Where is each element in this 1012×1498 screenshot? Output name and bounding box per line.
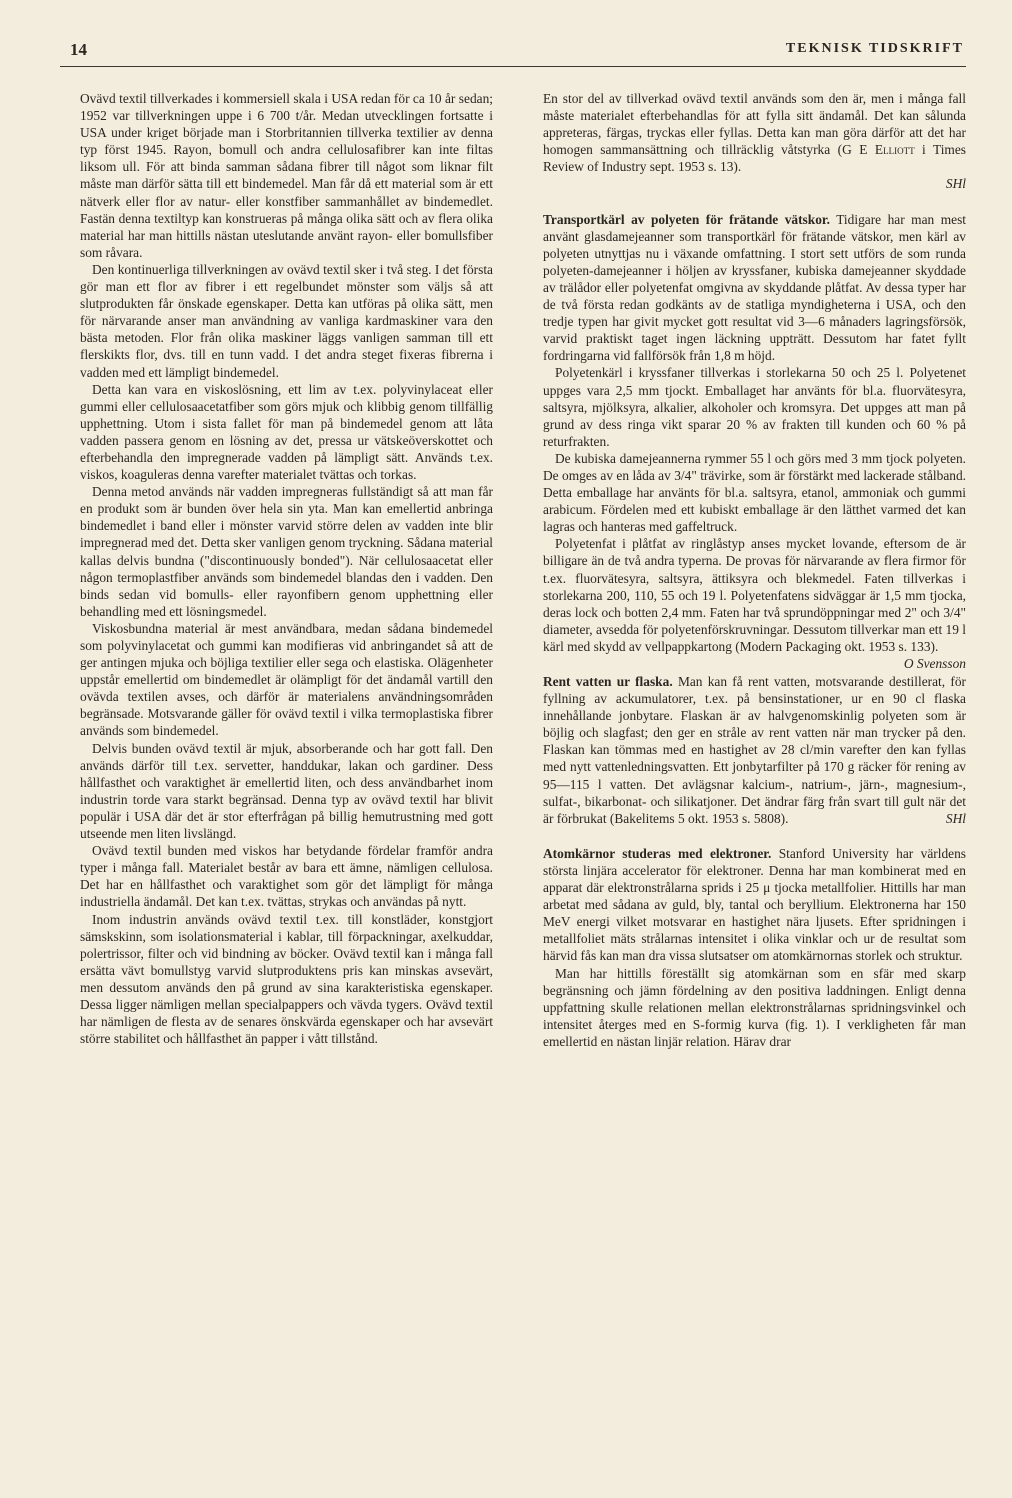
paragraph-text: i Times Review of Industry sept. 1953 s. 13). xyxy=(543,142,966,175)
article-transportkarl xyxy=(543,211,967,671)
article-atomkarnor xyxy=(543,845,966,1050)
paragraph: Denna metod används när vadden impregneras fullständigt så att man får en produkt som är bunden över hela sin yta. Man kan emellertid anbringa bindemedlet i band eller i mönster varvid större delen av vadden inte blir impregnerad med det. Detta sker vanligen genom tryckning. Sådana material kallas delvis bundna ("discontinuously bonded"). När cellulosaacetat eller någon termoplastfiber används som bindemedel blandas den i vadden. Den binds sedan vid bomulls- eller rayonfibern genom upphettning eller behandling med ett lösningsmedel. xyxy=(80,484,493,619)
paragraph xyxy=(543,535,967,671)
article-signature: O Svensson xyxy=(903,656,966,671)
paragraph: Man har hittills föreställt sig atomkärnan som en sfär med skarp begränsning och jämn fördelning av den positiva laddningen. Enligt denna uppfattning skulle relationen mellan elektronstrålarnas spridningsvinkel och intensitet återges med en S-formig kurva (fig. 1). I verkligheten får man emellertid en nästan linjär relation. Härav drar xyxy=(543,965,966,1049)
paragraph-text: Man kan få rent vatten, motsvarande destillerat, för fyllning av ackumulatorer, t.ex. på bensinstationer, ur en 90 cl flaska innehållande jonbytare. Flaskan är av halvgenomskinlig polyeten som är böjlig och slagfast; den ger en stråle av rent vatten när man trycker på den. Flaskan kan tömmas med en hastighet av 28 cl/min varefter den kan fyllas med nytt vattenledningsvatten. Ett jonbytarfilter på 170 g räcker för rening av 95—115 l vatten. Det avlägsnar kalcium-, natrium-, järn-, magnesium-, sulfat-, bikarbonat- och silikatjoner. Det ändrar färg från svart till gult när det är förbrukat (Bakelitems 5 okt. 1953 s. 5808). xyxy=(543,674,966,826)
right-column xyxy=(543,90,966,1068)
article-title: Atomkärnor studeras med elektroner. xyxy=(543,845,772,861)
cited-author: Elliott xyxy=(874,142,915,158)
paragraph-text: Stanford University har världens största linjära accelerator för elektroner. Denna har man kombinerat med en apparat där elektronstrålarna sprids i 25 μ tjocka metallfolier. Hittills har man arbetat med sådana av guld, bly, tantal och beryllium. Elektronerna har 150 MeV energi vilket motsvarar en hastighet nära ljusets. Efter spridningen i metallfoliet mäts strålarnas intensitet i olika vinklar och ur de resultat som härvid fås kan man dra vissa slutsatser om atomkärnornas storlek och struktur. xyxy=(543,845,966,964)
page-number: 14 xyxy=(70,40,87,59)
paragraph xyxy=(543,673,966,827)
article-signature: SHl xyxy=(945,810,966,826)
header-rule xyxy=(60,66,966,67)
article-title: Transportkärl av polyeten för frätande vätskor. xyxy=(543,211,830,227)
paragraph: Viskosbundna material är mest användbara, medan sådana bindemedel som polyvinylacetat och gummi kan modifieras vid anbringandet så att de ger antingen mjuka och böjliga textilier eller sega och elastiska. Olägenheter uppstår emellertid om bindemedlet är olämpligt för det ändamål vartill den ovävda textilen avses, och därför är materialens användningsområden begränsade. Motsvarande gäller för ovävd textil i vilka termoplastiska fibrer används som bindemedel. xyxy=(80,620,493,739)
paragraph: Ovävd textil bunden med viskos har betydande fördelar framför andra typer i många fall. Materialet består av bara ett ämne, nämligen cellulosa. Det har en hållfasthet och varaktighet som gör det lämpligt för många industriella ändamål. Det kan t.ex. tvättas, strykas och användas på nytt. xyxy=(80,843,493,910)
paragraph xyxy=(543,211,966,365)
paragraph xyxy=(543,90,966,175)
paragraph-text: Polyetenfat i plåtfat av ringlåstyp anses mycket lovande, eftersom de är billigare än de två andra typerna. De provas för närvarande av flera firmor för t.ex. fluorvätesyra, saltsyra, ättiksyra och blekmedel. Faten tillverkas i storlekarna 200, 110, 55 och 19 l. Polyetenfatens sidväggar är 1,5 mm tjocka, deras lock och botten 2,4 mm. Faten har två sprundöppningar med 2" och 3/4" diameter, avsedda för polyetenförskruvningar. Dessutom tillverkar man ett 19 l kärl med skydd av vellpappkartong (Modern Packaging okt. 1953 s. 133). xyxy=(543,536,967,654)
article-rent-vatten xyxy=(543,673,966,827)
paragraph-text: En stor del av tillverkad ovävd textil används som den är, men i många fall måste materialet efterbehandlas för att fylla sitt ändamål. Det kan sålunda appreteras, färgas, tryckas eller fyllas. Detta kan man göra därför att det har homogen sammansättning och tillräcklig våtstyrka (G E xyxy=(543,91,966,158)
paragraph: Ovävd textil tillverkades i kommersiell skala i USA redan för ca 10 år sedan; 1952 var tillverkningen uppe i 6 700 t/år. Medan utvecklingen fortsatte i USA under kriget började man i Storbritannien tillverka textilier av denna typ först 1945. Rayon, bomull och andra cellulosafibrer kan inte filtas liksom ull. För att binda samman sådana fibrer till något som liknar filt måste man därför sätta till ett bindemedel. Man får då ett material som är ett nätverk eller flor av natur- eller konstfiber sammanhållet av bindemedlet. Fastän denna textiltyp kan konstrueras på många olika sätt och av flera olika material har man hittills nästan uteslutande använt rayon- eller bomullsfiber som råvara. xyxy=(80,91,493,260)
article-continuation xyxy=(543,90,966,193)
paragraph: De kubiska damejeannerna rymmer 55 l och görs med 3 mm tjock polyeten. De omges av en låda av 3/4" trävirke, som är förstärkt med lackerade stålband. Detta emballage har använts för bl.a. saltsyra, etanol, ammoniak och gummi arabicum. Fördelen med ett kubiskt emballage är den lätthet varmed det kan lagras och hanteras med gaffeltruck. xyxy=(543,450,966,535)
paragraph: Polyetenkärl i kryssfaner tillverkas i storlekarna 50 och 25 l. Polyetenet uppges vara 2,5 mm tjockt. Emballaget har använts för bl.a. fluorvätesyra, saltsyra, mjölksyra, alkalier, alkoholer och kromsyra. Det uppges att man på grund av dess ringa vikt sparar 20 % av frakten till kunden och 60 % på returfrakten. xyxy=(543,365,966,449)
journal-title: TEKNISK TIDSKRIFT xyxy=(785,41,964,56)
left-column xyxy=(80,90,493,1047)
article-title: Rent vatten ur flaska. xyxy=(543,674,673,689)
article-signature: SHl xyxy=(945,176,966,192)
paragraph: Delvis bunden ovävd textil är mjuk, absorberande och har gott fall. Den används därför till t.ex. servetter, handdukar, lakan och gardiner. Dess hållfasthet och varaktighet är emellertid liten, och dess användbarhet inom industrin torde vara starkt begränsad. Denna typ av ovävd textil har blivit populär i USA där det är stor efterfrågan på billig hemutrustning med gott utseende men liten livslängd. xyxy=(80,740,493,842)
paragraph-text: Tidigare har man mest använt glasdamejeanner som transportkärl för frätande vätskor, men kärl av polyeten utnyttjas nu i växande omfattning. I stort sett utförs de som runda polyeten-damejeanner i höljen av kryssfaner, kubiska damejeanner skyddade av trälådor eller polyetenfat omgivna av skyddande plåtfat. Av dessa typer har de två första redan godkänts av de statliga myndigheterna i USA, och den tredje typen har givit mycket gott resultat vid 3—6 månaders lagringsförsök, varvid praktiskt taget ingen läckning uppträtt. Dessutom har fatet fyllt fordringarna vid fallförsök från 1,8 m höjd. xyxy=(543,211,967,364)
paragraph: Detta kan vara en viskoslösning, ett lim av t.ex. polyvinylaceat eller gummi eller cellulosaacetatfiber som görs mjuk och klibbig genom tillfällig upphettning. Utom i sista fallet för man på bindemedel genom att låta vadden passera genom en lösning av det, pressa ur vätskeöverskottet och efterbehandla den impregnerade vadden på lämpligt sätt. Används t.ex. viskos, koaguleras denna varefter materialet tvättas och torkas. xyxy=(80,381,493,483)
paragraph: Inom industrin används ovävd textil t.ex. till konstläder, konstgjort sämskskinn, som isolationsmaterial i kablar, till förpackningar, axelkuddar, polertrissor, filter och vid bindning av böcker. Ovävd textil kan i många fall ersätta vävt bomullstyg varvid slutproduktens pris kan minskas avsevärt, men dessutom används den på grund av sina karakteristiska egenskaper. Dessa ligger nämligen mellan specialpappers och vävda tygers. Ovävd textil har nämligen de flesta av de senares önskvärda egenskaper och har avsevärt större stabilitet och hållfasthet än papper i vått tillstånd. xyxy=(80,911,493,1047)
page-header xyxy=(60,38,966,64)
paragraph: Den kontinuerliga tillverkningen av ovävd textil sker i två steg. I det första gör man ett flor av fibrer i ett regelbundet mönster som väljs så att slutprodukten får önskade egenskaper. Detta kan utföras på olika sätt, men för närvarande anser man användning av vanliga kardmaskiner vara den bästa metoden. Flor från olika maskiner läggs vanligen samman till ett flerskikts flor, dvs. till en tunn vadd. I det andra steget fixeras fibrerna i vadden med ett lämpligt bindemedel. xyxy=(80,261,493,380)
paragraph xyxy=(543,845,966,965)
